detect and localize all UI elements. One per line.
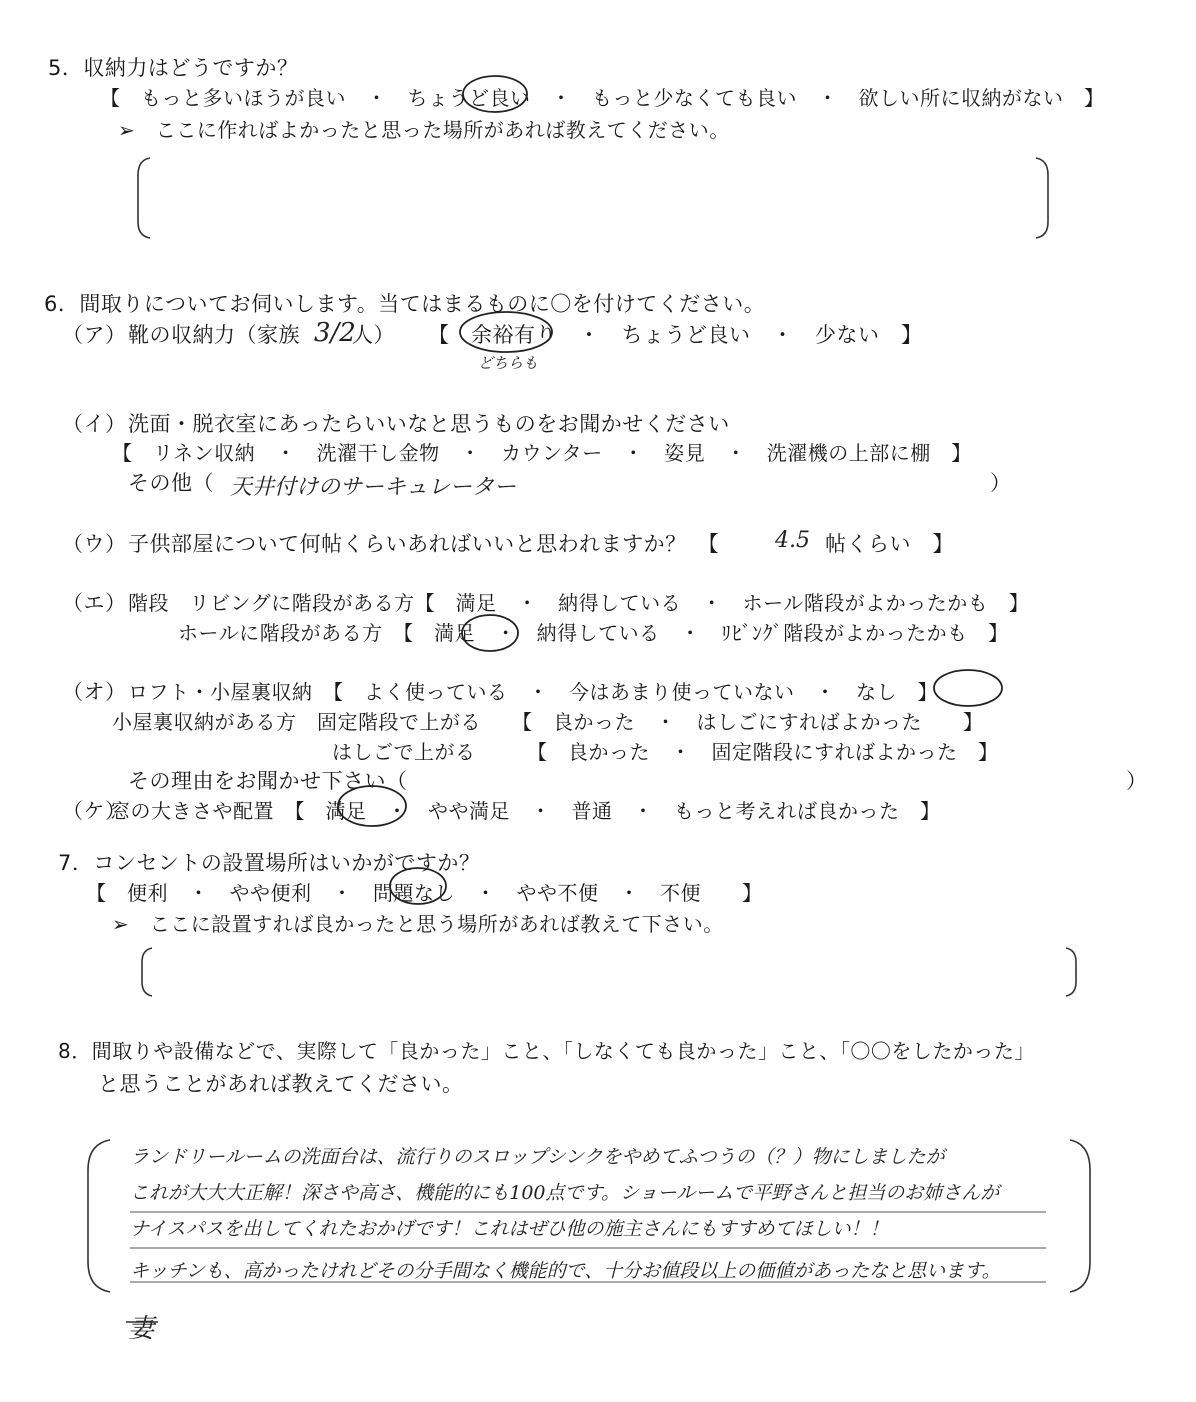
q6-o-text3: はしごで上がる 【 良かった ・ 固定階段にすればよかった 】 [332, 740, 999, 764]
q8-answer-line-2: これが大大大正解！深さや高さ、機能的にも100点です。ショールームで平野さんと担当のお姉さんが [130, 1182, 1000, 1204]
q6-o-label: （オ） [62, 680, 127, 704]
q6-o-answer-circle [934, 670, 1002, 706]
q6-a-note: どちらも [478, 354, 539, 372]
q7-sub: ➢ ここに設置すれば良かったと思う場所があれば教えて下さい。 [112, 912, 724, 936]
q6-o-reason: その理由をお聞かせ下さい（ [128, 769, 408, 793]
q6-i-text: 洗面・脱衣室にあったらいいなと思うものをお聞かせください [128, 412, 730, 436]
q6-u-value: 4.5 [775, 528, 810, 553]
q8-box-left-bracket [88, 1140, 110, 1292]
q6-title: 6．間取りについてお伺いします。当てはまるものに〇を付けてください。 [44, 292, 766, 316]
q6-i-other-close: ） [990, 471, 1012, 495]
q8-signature: 妻 [128, 1314, 155, 1344]
q6-i-label: （イ） [62, 412, 127, 436]
q6-u-label: （ウ） [62, 532, 127, 556]
q5-sub: ➢ ここに作ればよかったと思った場所があれば教えてください。 [118, 118, 730, 142]
q6-a-unit: 人） [352, 323, 395, 347]
q6-o-text2: 小屋裏収納がある方 固定階段で上がる 【 良かった ・ はしごにすればよかった 】 [112, 710, 984, 734]
q8-title-2: と思うことがあれば教えてください。 [98, 1072, 464, 1096]
q8-title-1: 8．間取りや設備などで、実際して「良かった」こと、「しなくても良かった」こと、「〇〇をしたかった」 [58, 1039, 1035, 1063]
q6-i-other-value: 天井付けのサーキュレーター [230, 475, 517, 500]
q8-answer-line-4: キッチンも、高かったけれどその分手間なく機能的で、十分お値段以上の価値があったなと思います。 [130, 1260, 1001, 1282]
q7-title: 7．コンセントの設置場所はいかがですか？ [58, 851, 481, 875]
q5-title: 5．収納力はどうですか？ [48, 56, 299, 80]
q6-o-reason-close: ） [1126, 769, 1148, 793]
q5-box-left-bracket [138, 158, 150, 238]
q6-u-unit: 帖くらい 】 [825, 532, 954, 556]
q5-options: 【 もっと多いほうが良い ・ ちょうど良い ・ もっと少なくても良い ・ 欲しい所に収納がない 】 [100, 86, 1105, 110]
q6-a-text: 靴の収納力（家族 [128, 323, 300, 347]
q6-u-text: 子供部屋について何帖くらいあればいいと思われますか？ 【 [128, 532, 720, 556]
q6-a-options: 【 余裕有り ・ ちょうど良い ・ 少ない 】 [428, 323, 923, 347]
q6-ke-text: 窓の大きさや配置 【 満足 ・ やや満足 ・ 普通 ・ もっと考えれば良かった 】 [110, 799, 941, 823]
q8-answer-line-3: ナイスパスを出してくれたおかげです！これはぜひ他の施主さんにもすすめてほしい！！ [130, 1218, 889, 1240]
q6-e-text2: ホールに階段がある方 【 満足 ・ 納得している ・ ﾘﾋﾞﾝｸﾞ階段がよかったかも 】 [178, 621, 1009, 645]
q6-i-other-label: その他（ [128, 471, 214, 495]
q6-e-text: 階段 リビングに階段がある方【 満足 ・ 納得している ・ ホール階段がよかったかも 】 [128, 591, 1030, 615]
q6-a-family: 3/2 [314, 318, 356, 348]
q8-answer-line-1: ランドリールームの洗面台は、流行りのスロップシンクをやめてふつうの（？）物にしましたが [130, 1146, 945, 1168]
q6-a-label: （ア） [62, 323, 127, 347]
q6-i-options: 【 リネン収納 ・ 洗濯干し金物 ・ カウンター ・ 姿見 ・ 洗濯機の上部に棚 】 [112, 441, 972, 465]
q8-box-right-bracket [1070, 1140, 1090, 1292]
q7-box-right-bracket [1066, 948, 1076, 996]
q7-box-left-bracket [142, 948, 152, 996]
q6-ke-label: （ケ） [62, 799, 127, 823]
q5-box-right-bracket [1036, 158, 1048, 238]
q6-o-text: ロフト・小屋裏収納 【 よく使っている ・ 今はあまり使っていない ・ なし 】 [128, 680, 938, 704]
q6-e-label: （エ） [62, 591, 127, 615]
q7-options: 【 便利 ・ やや便利 ・ 問題なし ・ やや不便 ・ 不便 】 [86, 881, 763, 905]
